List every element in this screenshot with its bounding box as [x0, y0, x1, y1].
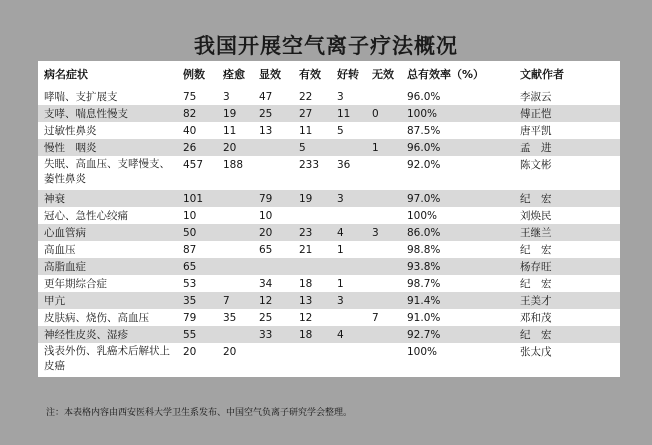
- cell-cases: 79: [183, 311, 197, 324]
- table-row: [38, 292, 620, 309]
- cell-disease: 支哮、喘息性慢支: [44, 107, 128, 120]
- cell-author: 邓和茂: [520, 311, 552, 324]
- cell-effective: 19: [299, 192, 313, 205]
- cell-author: 王继兰: [520, 226, 552, 239]
- table-row: [38, 224, 620, 241]
- cell-improved: 1: [337, 277, 344, 290]
- table-row: [38, 207, 620, 224]
- cell-total-rate: 91.4%: [407, 294, 441, 307]
- cell-ineffective: [366, 343, 401, 377]
- cell-effective: 233: [299, 159, 320, 171]
- cell-disease: 心血管病: [44, 226, 86, 239]
- cell-total-rate: 92.0%: [407, 159, 441, 171]
- cell-total-rate: 97.0%: [407, 192, 441, 205]
- table-row: [38, 105, 620, 122]
- table-row: [38, 122, 620, 139]
- cell-cases: 20: [183, 346, 197, 358]
- cell-improved: [331, 207, 366, 224]
- cell-cases: 26: [183, 141, 197, 154]
- table-row: [38, 156, 620, 190]
- cell-disease: 高脂血症: [44, 260, 86, 273]
- cell-marked: 25: [259, 311, 273, 324]
- cell-disease: 高血压: [44, 243, 76, 256]
- cell-improved: [331, 258, 366, 275]
- cell-effective: 23: [299, 226, 313, 239]
- table-row: [38, 258, 620, 275]
- cell-cured: 11: [223, 124, 237, 137]
- cell-cured: [217, 190, 253, 207]
- cell-effective: 13: [299, 294, 313, 307]
- cell-effective: 12: [299, 311, 313, 324]
- cell-improved: [331, 139, 366, 156]
- column-header-marked: 显效: [259, 67, 281, 81]
- cell-cured: 188: [223, 159, 244, 171]
- cell-author: 纪 宏: [520, 277, 552, 290]
- cell-cases: 53: [183, 277, 197, 290]
- column-header-total-rate: 总有效率（%）: [407, 67, 485, 81]
- cell-improved: 4: [337, 328, 344, 341]
- cell-ineffective: [366, 190, 401, 207]
- cell-cases: 55: [183, 328, 197, 341]
- column-header-disease: 病名症状: [44, 67, 88, 81]
- cell-author: 纪 宏: [520, 192, 552, 205]
- cell-disease: 神衰: [44, 192, 65, 205]
- cell-improved: 3: [337, 192, 344, 205]
- cell-cases: 40: [183, 124, 197, 137]
- cell-improved: 4: [337, 226, 344, 239]
- footnote: 注：本表格内容由西安医科大学卫生系发布、中国空气负离子研究学会整理。: [46, 408, 353, 418]
- cell-ineffective: [366, 207, 401, 224]
- cell-cases: 101: [183, 192, 204, 205]
- cell-ineffective: [366, 156, 401, 190]
- data-table-container: [38, 61, 620, 377]
- cell-improved: 5: [337, 124, 344, 137]
- cell-author: 杨存旺: [520, 260, 552, 273]
- cell-cured: [217, 326, 253, 343]
- cell-disease: 皮肤病、烧伤、高血压: [44, 311, 149, 324]
- cell-ineffective: [366, 88, 401, 105]
- cell-cured: [217, 207, 253, 224]
- cell-author: 李淑云: [520, 90, 552, 103]
- cell-disease: 浅表外伤、乳癌术后解状上皮癌: [44, 345, 170, 372]
- table-row: [38, 88, 620, 105]
- cell-cured: [217, 241, 253, 258]
- cell-cured: 35: [223, 311, 237, 324]
- cell-marked: 79: [259, 192, 273, 205]
- cell-effective: 18: [299, 277, 313, 290]
- cell-cases: 82: [183, 107, 197, 120]
- cell-marked: [253, 139, 293, 156]
- cell-improved: 3: [337, 294, 344, 307]
- cell-effective: 5: [299, 141, 306, 154]
- cell-effective: 27: [299, 107, 313, 120]
- page-title: 我国开展空气离子疗法概况: [194, 34, 458, 58]
- cell-effective: [293, 207, 331, 224]
- cell-ineffective: [366, 275, 401, 292]
- cell-cases: 50: [183, 226, 197, 239]
- cell-marked: 20: [259, 226, 273, 239]
- cell-total-rate: 91.0%: [407, 311, 441, 324]
- cell-ineffective: 1: [372, 141, 379, 154]
- cell-total-rate: 87.5%: [407, 124, 441, 137]
- cell-effective: 22: [299, 90, 313, 103]
- cell-ineffective: [366, 326, 401, 343]
- column-header-cases: 例数: [183, 67, 205, 81]
- cell-total-rate: 96.0%: [407, 141, 441, 154]
- column-header-improved: 好转: [337, 67, 359, 81]
- cell-effective: 11: [299, 124, 313, 137]
- cell-author: 孟 进: [520, 141, 552, 154]
- cell-total-rate: 98.8%: [407, 243, 441, 256]
- cell-cases: 35: [183, 294, 197, 307]
- cell-marked: [253, 156, 293, 190]
- cell-improved: 11: [337, 107, 351, 120]
- cell-total-rate: 100%: [407, 209, 438, 222]
- cell-cured: 19: [223, 107, 237, 120]
- cell-ineffective: 0: [372, 107, 379, 120]
- cell-ineffective: [366, 241, 401, 258]
- cell-author: 纪 宏: [520, 328, 552, 341]
- cell-cases: 10: [183, 209, 197, 222]
- cell-effective: [293, 258, 331, 275]
- cell-cured: 20: [223, 141, 237, 154]
- cell-total-rate: 96.0%: [407, 90, 441, 103]
- cell-cured: 3: [223, 90, 230, 103]
- cell-disease: 慢性 咽炎: [44, 141, 97, 154]
- column-header-author: 文献作者: [520, 67, 564, 81]
- cell-improved: 3: [337, 90, 344, 103]
- cell-cases: 457: [183, 159, 204, 171]
- cell-marked: 13: [259, 124, 273, 137]
- cell-cured: 7: [223, 294, 230, 307]
- cell-ineffective: 7: [372, 311, 379, 324]
- cell-improved: [331, 343, 366, 377]
- cell-marked: 47: [259, 90, 273, 103]
- cell-ineffective: [366, 292, 401, 309]
- cell-disease: 过敏性鼻炎: [44, 124, 97, 137]
- cell-marked: [253, 258, 293, 275]
- cell-author: 陈文彬: [520, 159, 552, 171]
- cell-cured: 20: [223, 346, 237, 358]
- column-header-cured: 痊愈: [223, 67, 245, 81]
- cell-author: 刘焕民: [520, 209, 552, 222]
- column-header-effective: 有效: [299, 67, 321, 81]
- cell-improved: 36: [337, 159, 351, 171]
- cell-disease: 失眠、高血压、支哮慢支、萎性鼻炎: [44, 158, 170, 185]
- table-row: [38, 309, 620, 326]
- cell-disease: 更年期综合症: [44, 277, 107, 290]
- cell-cases: 87: [183, 243, 197, 256]
- table-row: [38, 190, 620, 207]
- cell-cured: [217, 258, 253, 275]
- table-row: [38, 139, 620, 156]
- cell-total-rate: 92.7%: [407, 328, 441, 341]
- cell-disease: 冠心、急性心绞痛: [44, 209, 128, 222]
- cell-improved: [331, 309, 366, 326]
- cell-disease: 神经性皮炎、湿疹: [44, 328, 128, 341]
- cell-disease: 甲亢: [44, 294, 65, 307]
- cell-ineffective: [366, 258, 401, 275]
- cell-marked: 34: [259, 277, 273, 290]
- cell-effective: [293, 343, 331, 377]
- cell-cases: 65: [183, 260, 197, 273]
- cell-total-rate: 100%: [407, 346, 438, 358]
- cell-cases: 75: [183, 90, 197, 103]
- cell-total-rate: 100%: [407, 107, 438, 120]
- cell-disease: 哮喘、支扩展支: [44, 90, 118, 103]
- cell-effective: 21: [299, 243, 313, 256]
- cell-marked: 25: [259, 107, 273, 120]
- table-row: [38, 275, 620, 292]
- cell-marked: 65: [259, 243, 273, 256]
- cell-author: 张太戊: [520, 346, 552, 358]
- cell-ineffective: [366, 122, 401, 139]
- cell-author: 唐平凯: [520, 124, 552, 137]
- cell-marked: 12: [259, 294, 273, 307]
- therapy-table: [38, 61, 620, 377]
- cell-marked: [253, 343, 293, 377]
- column-header-ineffective: 无效: [372, 67, 394, 81]
- cell-improved: 1: [337, 243, 344, 256]
- cell-cured: [217, 224, 253, 241]
- table-body: [38, 88, 620, 377]
- table-row: [38, 241, 620, 258]
- cell-total-rate: 98.7%: [407, 277, 441, 290]
- cell-author: 纪 宏: [520, 243, 552, 256]
- cell-total-rate: 86.0%: [407, 226, 441, 239]
- table-row: [38, 343, 620, 377]
- cell-author: 傅正恺: [520, 107, 552, 120]
- table-header-row: [38, 61, 620, 88]
- cell-ineffective: 3: [372, 226, 379, 239]
- cell-total-rate: 93.8%: [407, 260, 441, 273]
- cell-author: 王美才: [520, 294, 552, 307]
- table-row: [38, 326, 620, 343]
- cell-marked: 10: [259, 209, 273, 222]
- cell-marked: 33: [259, 328, 273, 341]
- cell-effective: 18: [299, 328, 313, 341]
- cell-cured: [217, 275, 253, 292]
